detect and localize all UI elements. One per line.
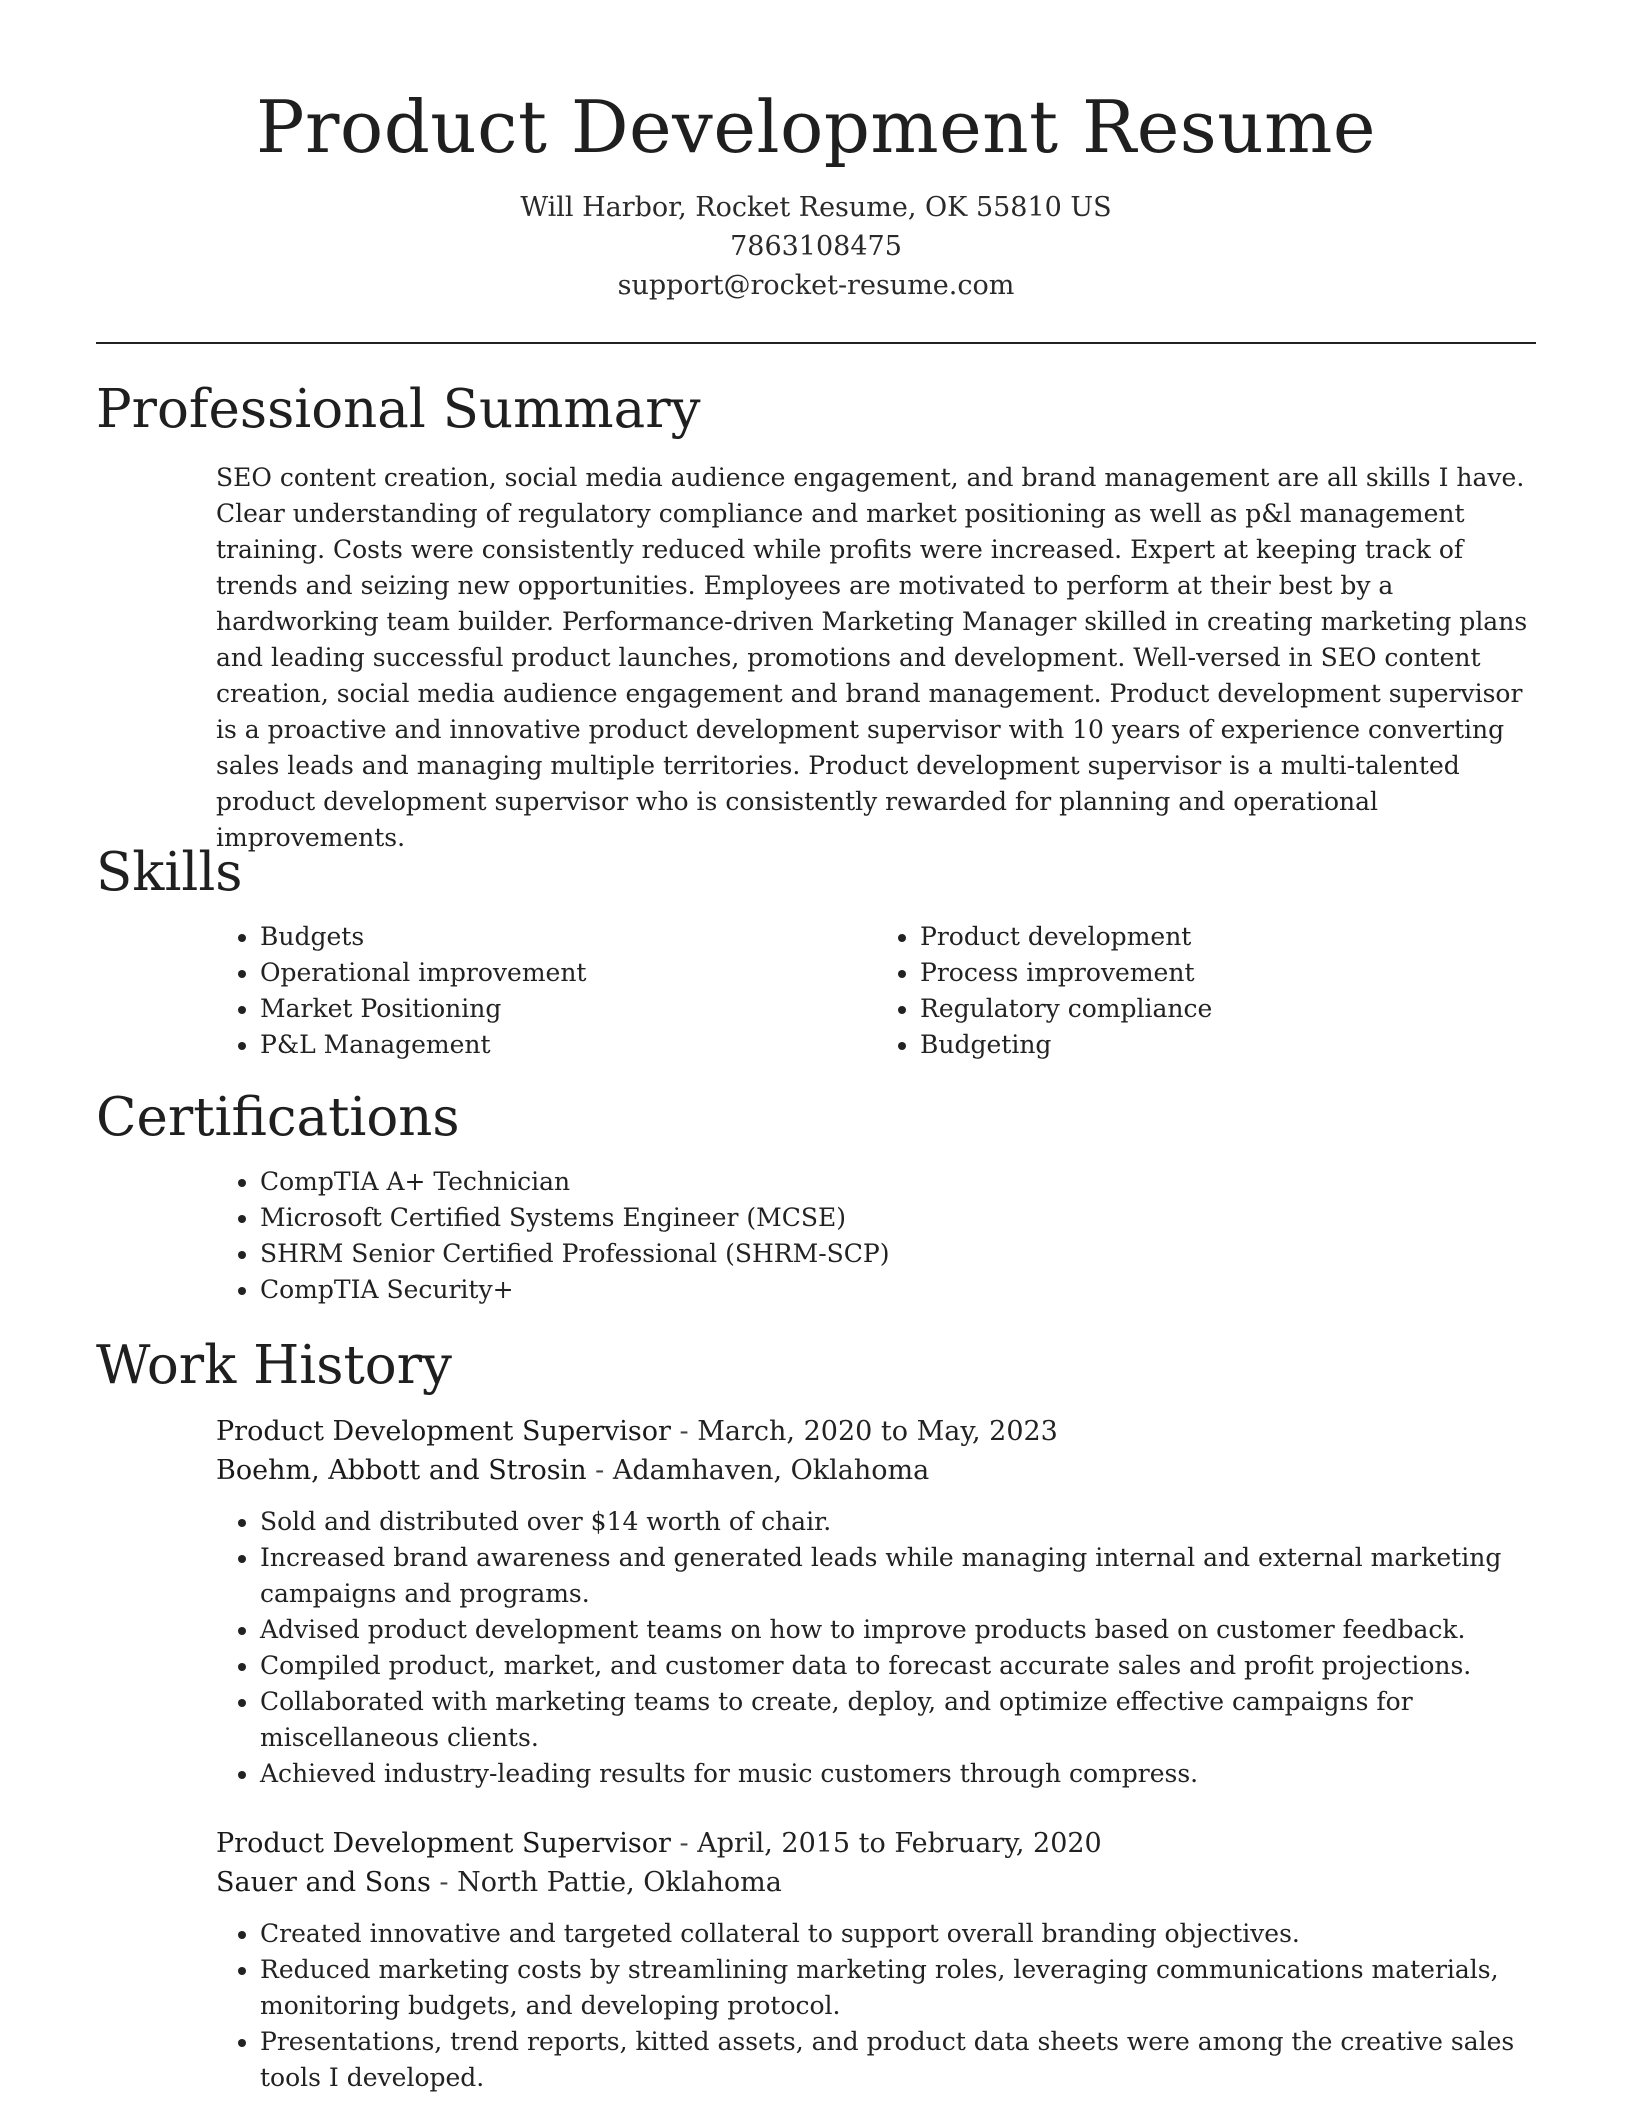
certifications-list xyxy=(216,1164,1536,1308)
contact-phone: 7863108475 xyxy=(730,231,902,262)
skill-item: • Process improvement xyxy=(920,955,1536,991)
job-title: Product Development Supervisor xyxy=(216,1416,671,1447)
skills-list xyxy=(216,919,1536,1063)
job-location: Adamhaven, Oklahoma xyxy=(612,1455,930,1486)
resume-title: Product Development Resume xyxy=(256,85,1376,169)
summary-text: SEO content creation, social media audience engagement, and brand management are all skills I have. Clear understanding of regulatory compliance and market positioning as well as p&l management training. Costs were consistently reduced while profits were increased. Expert at keeping track of trends and seizing new opportunities. Employees are motivated to perform at their best by a hardworking team builder. Performance-driven Marketing Manager skilled in creating marketing plans and leading successful product launches, promotions and development. Well-versed in SEO content creation, social media audience engagement and brand management. Product development supervisor is a proactive and innovative product development supervisor with 10 years of experience converting sales leads and managing multiple territories. Product development supervisor is a multi-talented product development supervisor who is consistently rewarded for planning and operational improvements. xyxy=(216,463,1528,852)
skill-item: • Budgeting xyxy=(920,1027,1536,1063)
header-divider xyxy=(96,342,1536,344)
skills-column-left xyxy=(216,919,876,1063)
job-title: Product Development Supervisor xyxy=(216,1828,671,1859)
job-bullet: • Achieved industry-leading results for music customers through compress. xyxy=(260,1756,1536,1792)
certifications-heading: Certifications xyxy=(96,1087,460,1148)
job-bullet: • Sold and distributed over $14 worth of chair. xyxy=(260,1504,1536,1540)
skill-item: • Product development xyxy=(920,919,1536,955)
job-company: Sauer and Sons xyxy=(216,1867,431,1898)
skill-item: • Budgets xyxy=(260,919,876,955)
skills-column-right xyxy=(876,919,1536,1063)
job-separator: - xyxy=(595,1455,605,1486)
certification-item: • Microsoft Certified Systems Engineer (MCSE) xyxy=(260,1200,1536,1236)
job-separator: - xyxy=(439,1867,449,1898)
job-separator: - xyxy=(679,1416,689,1447)
job-separator: - xyxy=(679,1828,689,1859)
job-bullet: • Compiled product, market, and customer data to forecast accurate sales and profit projections. xyxy=(260,1648,1536,1684)
certifications-bullets xyxy=(216,1164,1536,1308)
contact-block xyxy=(0,188,1632,305)
job-bullets xyxy=(216,1916,1536,2096)
job-company-line xyxy=(216,1451,1536,1490)
job-bullets xyxy=(216,1504,1536,1792)
skill-item: • Market Positioning xyxy=(260,991,876,1027)
certification-item: • CompTIA A+ Technician xyxy=(260,1164,1536,1200)
resume-header xyxy=(0,0,1632,305)
job-title-line xyxy=(216,1412,1536,1451)
job-dates: April, 2015 to February, 2020 xyxy=(697,1828,1102,1859)
work-history-heading: Work History xyxy=(96,1335,452,1396)
job-company: Boehm, Abbott and Strosin xyxy=(216,1455,587,1486)
summary-heading: Professional Summary xyxy=(96,379,701,440)
certification-item: • SHRM Senior Certified Professional (SHRM-SCP) xyxy=(260,1236,1536,1272)
job-company-line xyxy=(216,1863,1536,1902)
job-entry xyxy=(216,1824,1536,2096)
skill-item: • Regulatory compliance xyxy=(920,991,1536,1027)
skill-item: • Operational improvement xyxy=(260,955,876,991)
job-title-line xyxy=(216,1824,1536,1863)
job-bullet: • Collaborated with marketing teams to create, deploy, and optimize effective campaigns for miscellaneous clients. xyxy=(260,1684,1536,1756)
contact-email: support@rocket-resume.com xyxy=(617,270,1015,301)
job-bullet: • Advised product development teams on how to improve products based on customer feedback. xyxy=(260,1612,1536,1648)
job-bullet: • Presentations, trend reports, kitted assets, and product data sheets were among the creative sales tools I developed. xyxy=(260,2024,1536,2096)
skill-item: • P&L Management xyxy=(260,1027,876,1063)
job-bullet: • Increased brand awareness and generated leads while managing internal and external marketing campaigns and programs. xyxy=(260,1540,1536,1612)
skills-heading: Skills xyxy=(96,842,243,903)
certification-item: • CompTIA Security+ xyxy=(260,1272,1536,1308)
job-bullet: • Created innovative and targeted collateral to support overall branding objectives. xyxy=(260,1916,1536,1952)
job-bullet: • Reduced marketing costs by streamlining marketing roles, leveraging communications materials, monitoring budgets, and developing protocol. xyxy=(260,1952,1536,2024)
job-dates: March, 2020 to May, 2023 xyxy=(697,1416,1058,1447)
job-entry xyxy=(216,1412,1536,1792)
contact-address: Will Harbor, Rocket Resume, OK 55810 US xyxy=(520,192,1112,223)
job-location: North Pattie, Oklahoma xyxy=(457,1867,782,1898)
